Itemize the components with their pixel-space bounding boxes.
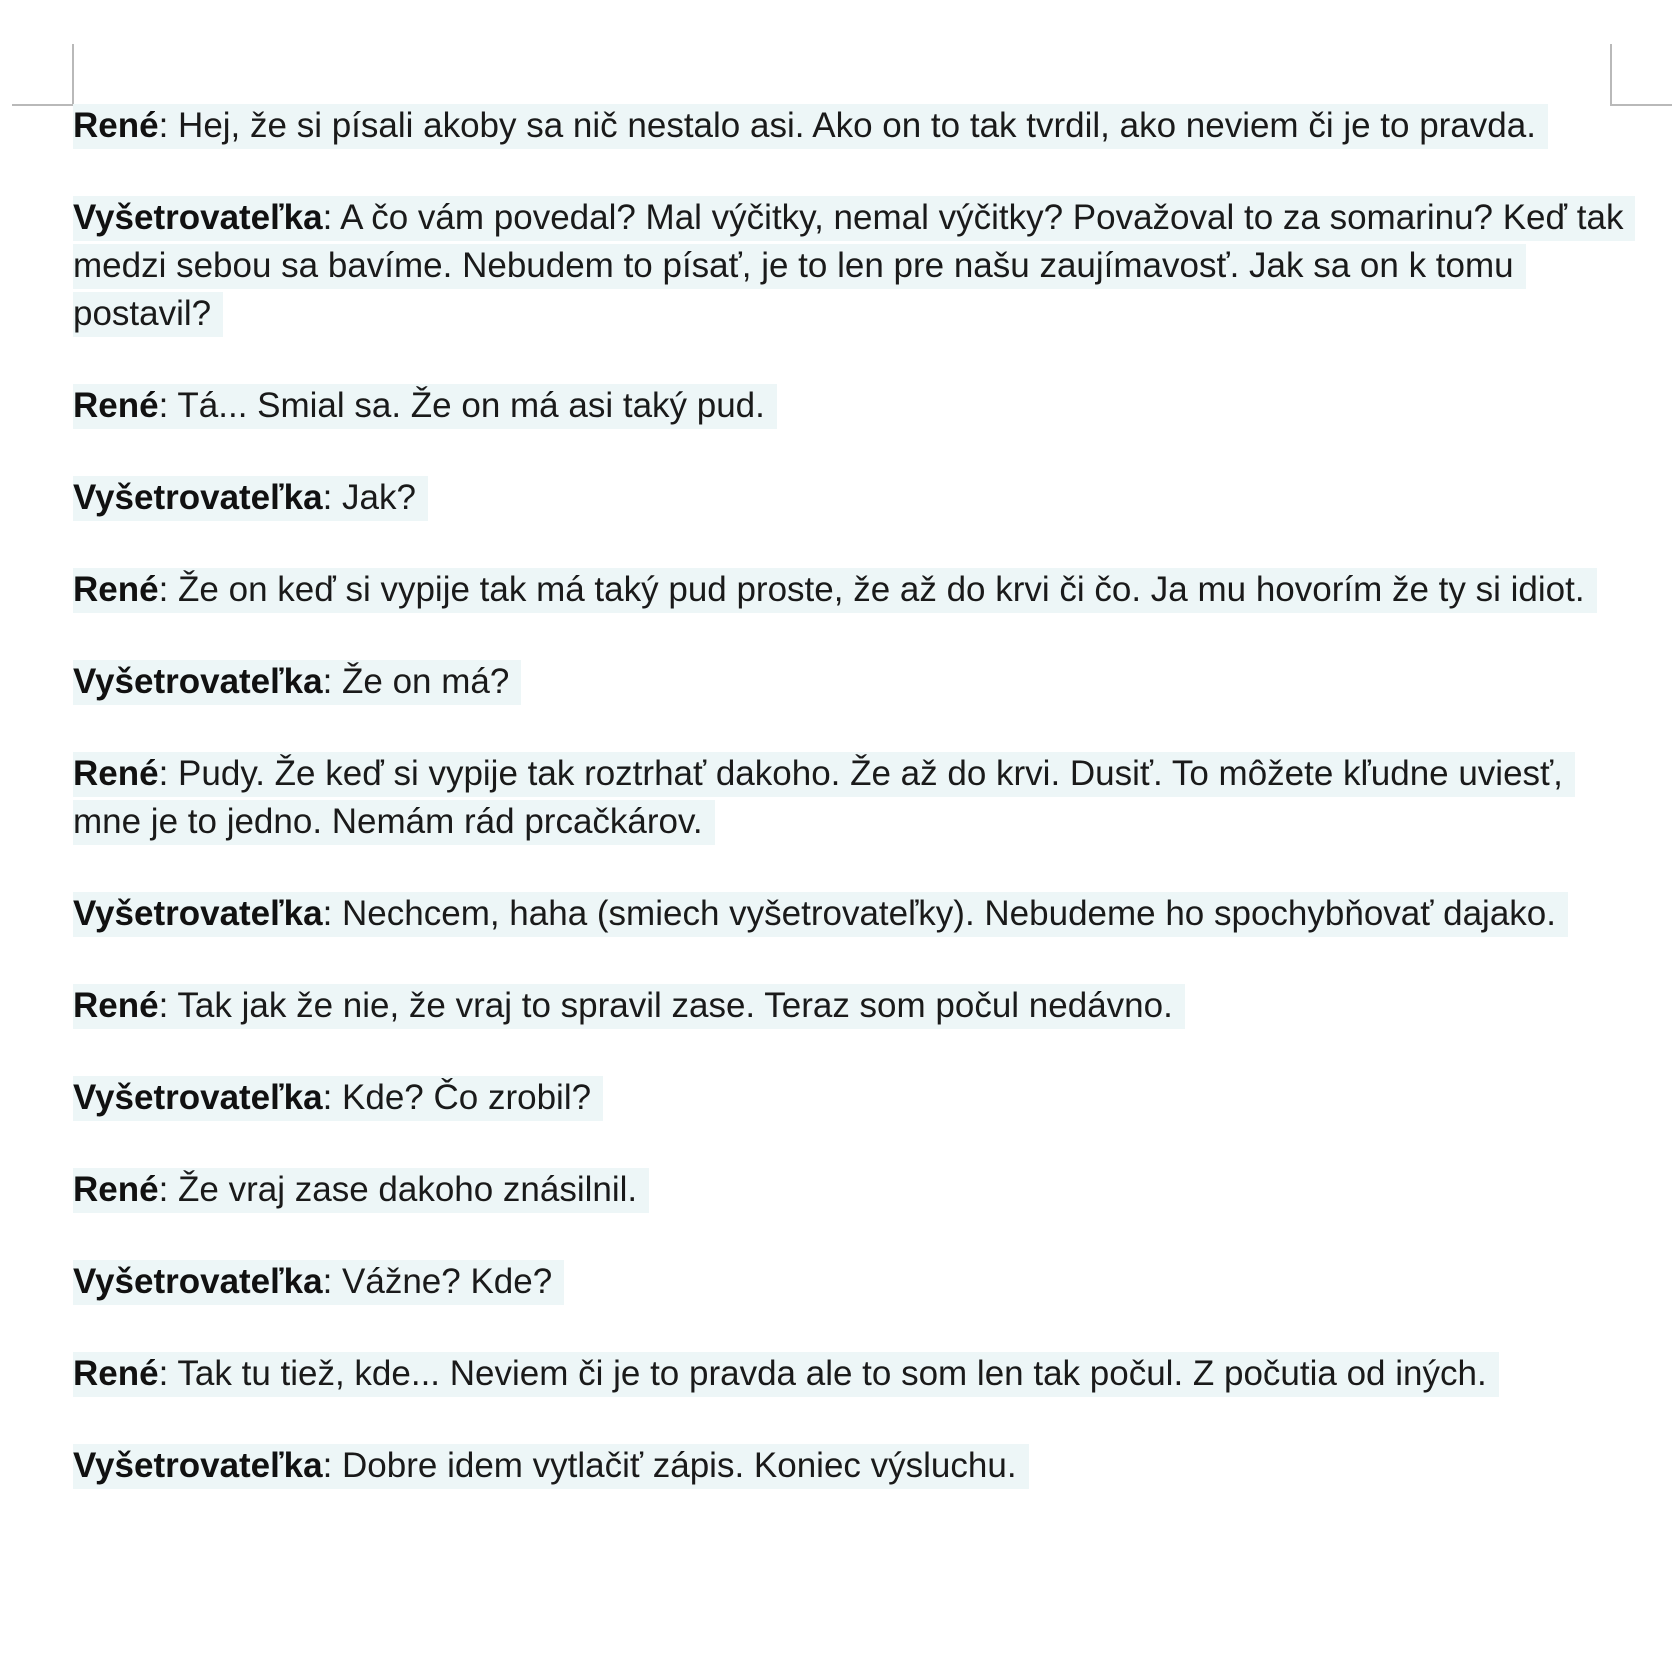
dialogue-text: : Že vraj zase dakoho znásilnil. <box>158 1170 638 1209</box>
speaker-name: René <box>73 386 159 425</box>
dialogue-line <box>73 566 1633 614</box>
dialogue-text: : Tak tu tiež, kde... Neviem či je to pravda ale to som len tak počul. Z počutia od iných. <box>158 1354 1487 1393</box>
dialogue-text: : Nechcem, haha (smiech vyšetrovateľky). Nebudeme ho spochybňovať dajako. <box>322 894 1556 933</box>
speaker-name: Vyšetrovateľka <box>73 894 323 933</box>
dialogue-text: : Vážne? Kde? <box>322 1262 553 1301</box>
dialogue-line <box>73 382 1633 430</box>
speaker-name: René <box>73 106 159 145</box>
speaker-name: René <box>73 1354 159 1393</box>
dialogue-line <box>73 1350 1633 1398</box>
dialogue-text: : Dobre idem vytlačiť zápis. Koniec výsluchu. <box>322 1446 1017 1485</box>
top-right-margin-marker <box>1610 44 1672 106</box>
top-left-margin-marker <box>12 44 74 106</box>
dialogue-line <box>73 1074 1633 1122</box>
dialogue-line <box>73 658 1633 706</box>
speaker-name: Vyšetrovateľka <box>73 478 323 517</box>
speaker-name: René <box>73 986 159 1025</box>
dialogue-text: : Tak jak že nie, že vraj to spravil zase. Teraz som počul nedávno. <box>158 986 1173 1025</box>
speaker-name: Vyšetrovateľka <box>73 1078 323 1117</box>
transcript-body <box>73 102 1633 1534</box>
dialogue-line <box>73 1442 1633 1490</box>
speaker-name: Vyšetrovateľka <box>73 662 323 701</box>
dialogue-text: : Tá... Smial sa. Že on má asi taký pud. <box>158 386 765 425</box>
dialogue-line <box>73 194 1633 338</box>
speaker-name: René <box>73 570 159 609</box>
speaker-name: Vyšetrovateľka <box>73 1446 323 1485</box>
dialogue-text: : Kde? Čo zrobil? <box>322 1078 592 1117</box>
dialogue-line <box>73 982 1633 1030</box>
speaker-name: Vyšetrovateľka <box>73 198 323 237</box>
speaker-name: René <box>73 1170 159 1209</box>
dialogue-line <box>73 1166 1633 1214</box>
dialogue-line <box>73 102 1633 150</box>
dialogue-text: : Pudy. Že keď si vypije tak roztrhať dakoho. Že až do krvi. Dusiť. To môžete kľudne uviesť, mne je to jedno. Nemám rád prcačkárov. <box>73 754 1563 841</box>
dialogue-text: : A čo vám povedal? Mal výčitky, nemal výčitky? Považoval to za somarinu? Keď tak medzi sebou sa bavíme. Nebudem to písať, je to len pre našu zaujímavosť. Jak sa on k tomu postavil? <box>73 198 1624 333</box>
dialogue-line <box>73 890 1633 938</box>
dialogue-line <box>73 1258 1633 1306</box>
dialogue-text: : Že on má? <box>322 662 510 701</box>
speaker-name: René <box>73 754 159 793</box>
dialogue-line <box>73 474 1633 522</box>
speaker-name: Vyšetrovateľka <box>73 1262 323 1301</box>
dialogue-text: : Že on keď si vypije tak má taký pud proste, že až do krvi či čo. Ja mu hovorím že ty si idiot. <box>158 570 1585 609</box>
dialogue-text: : Hej, že si písali akoby sa nič nestalo asi. Ako on to tak tvrdil, ako neviem či je to pravda. <box>158 106 1536 145</box>
dialogue-text: : Jak? <box>322 478 416 517</box>
dialogue-line <box>73 750 1633 846</box>
